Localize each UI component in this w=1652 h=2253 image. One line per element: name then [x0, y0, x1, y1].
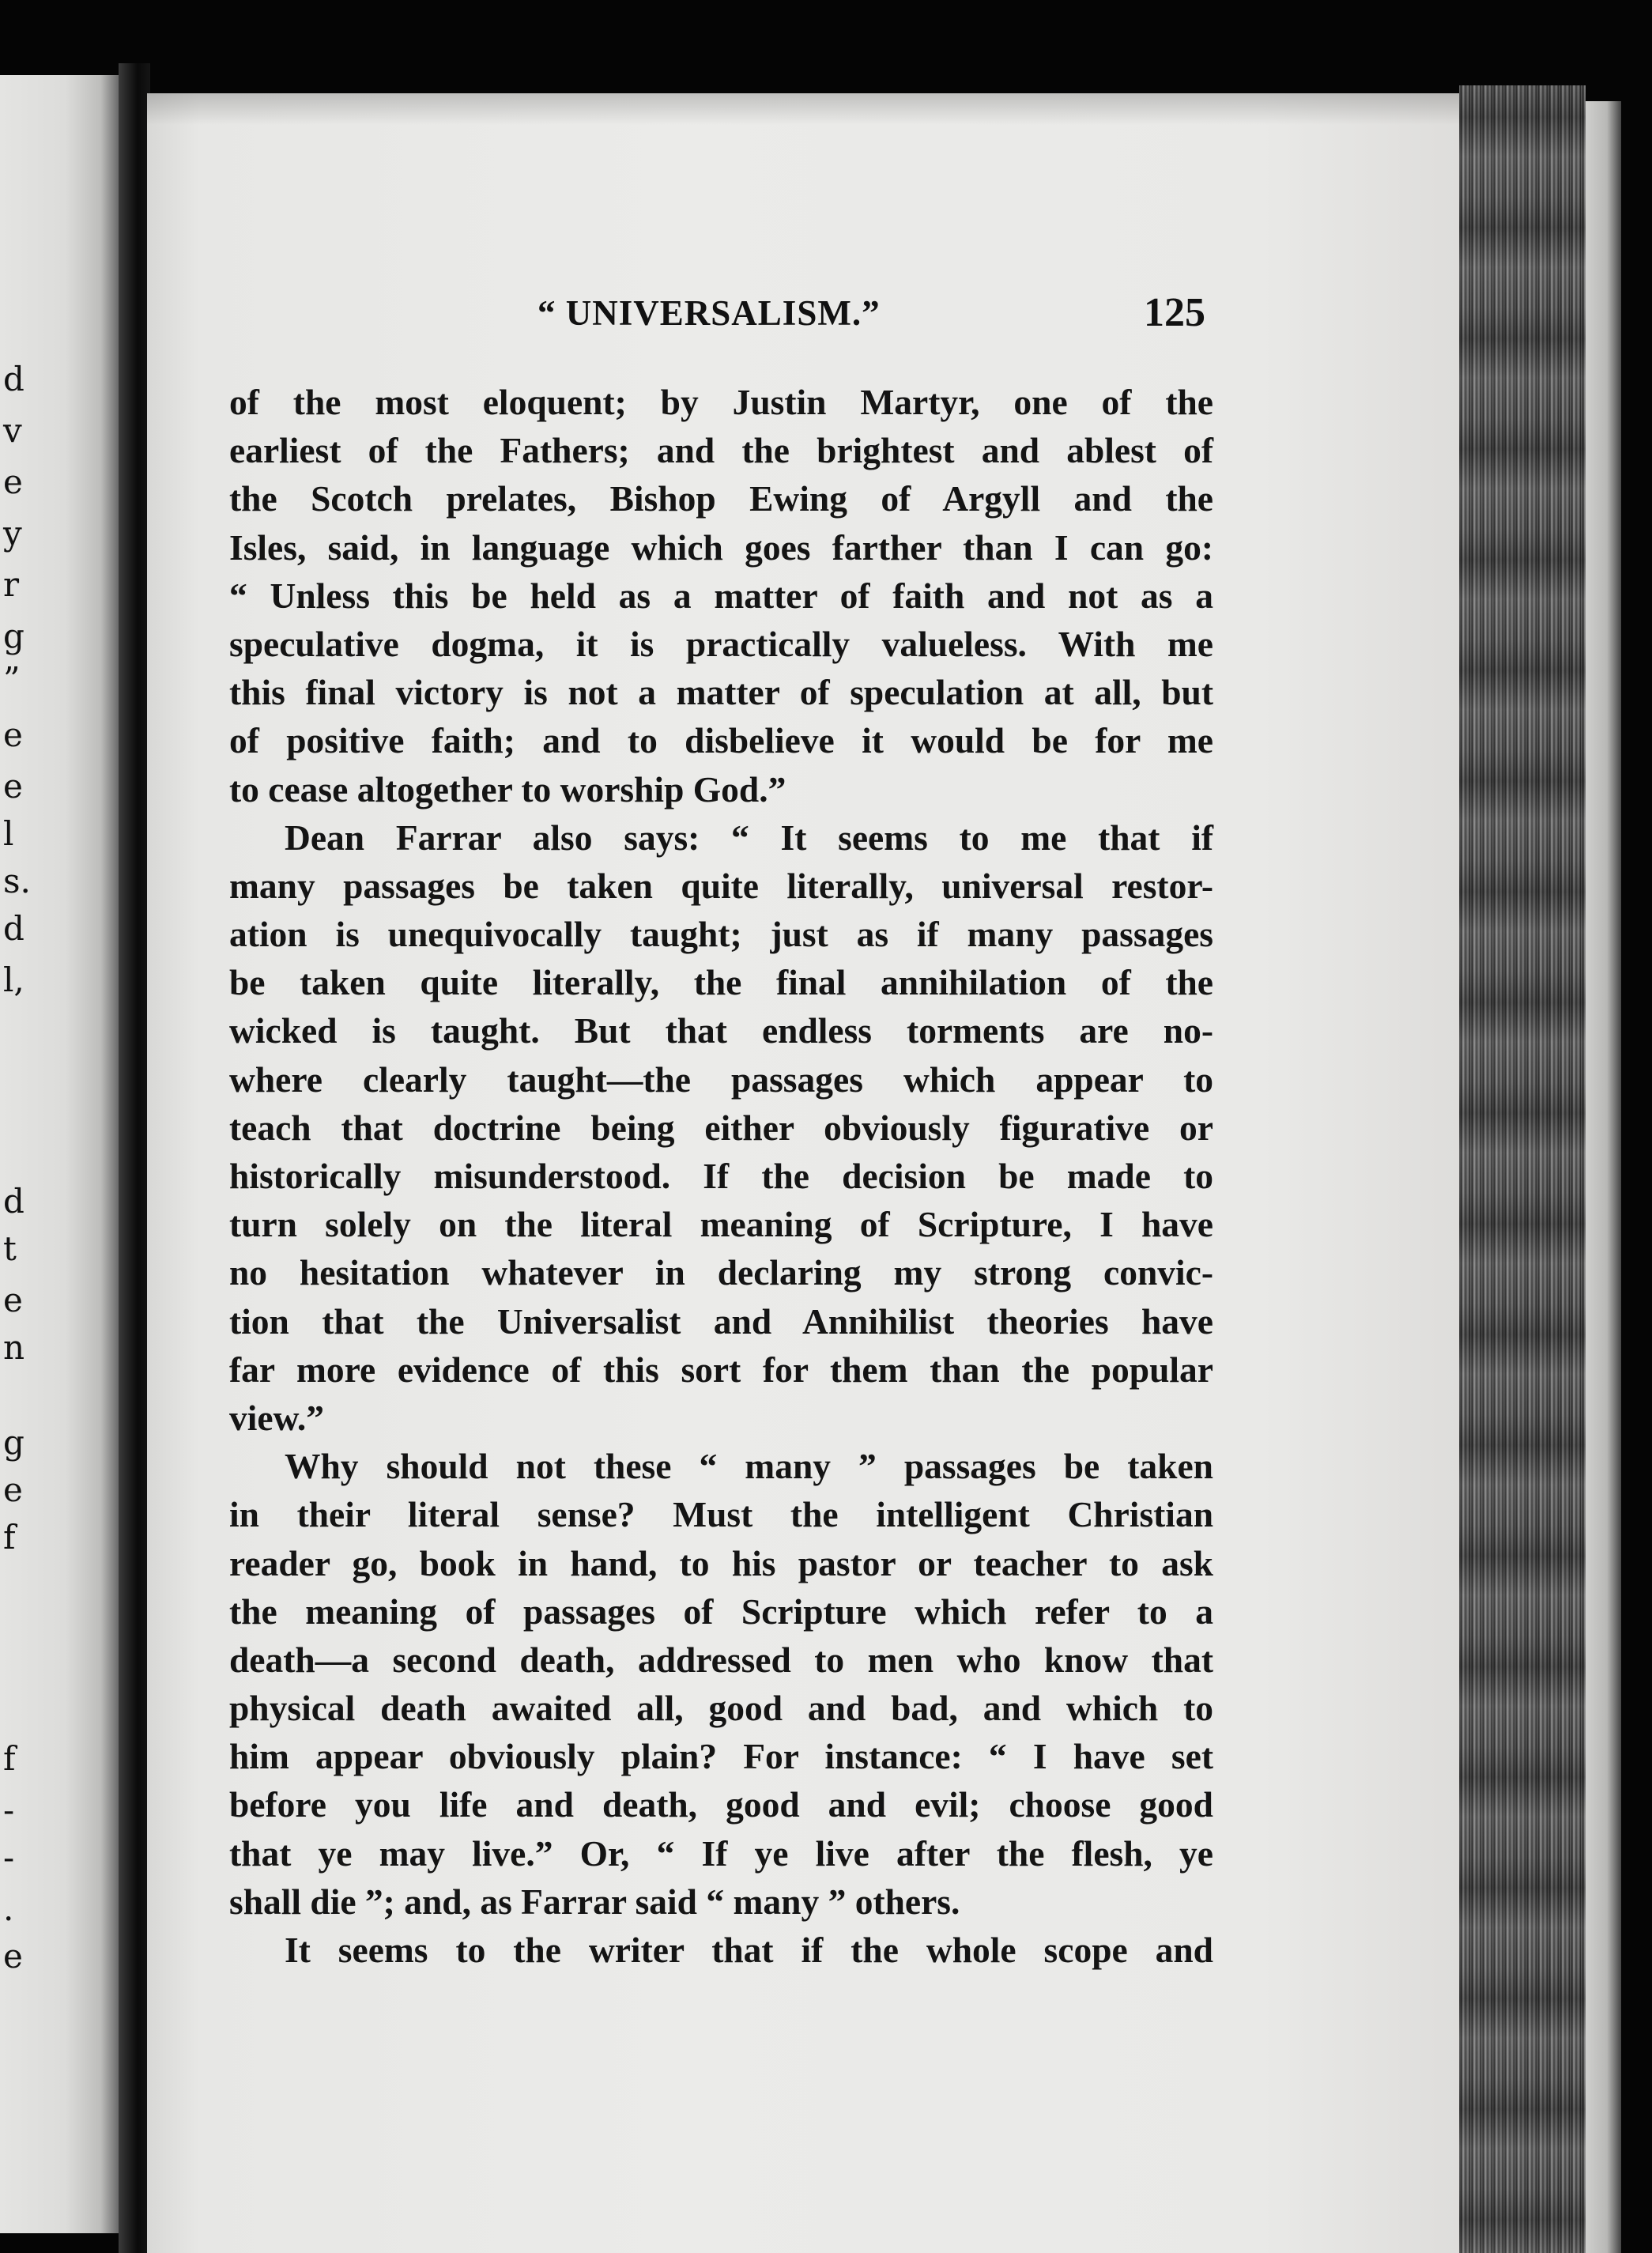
clipped-glyph: v — [3, 411, 22, 450]
running-head-title: “ UNIVERSALISM.” — [537, 293, 881, 333]
text-line: turn solely on the literal meaning of Scripture, I have — [229, 1204, 1213, 1245]
clipped-glyph: e — [3, 462, 23, 501]
book-cover-edge — [1586, 101, 1621, 2253]
page-edge-stack — [1459, 85, 1586, 2253]
text-line: that ye may live.” Or, “ If ye live after the flesh, ye — [229, 1832, 1213, 1874]
text-line: where clearly taught—the passages which appear to — [229, 1059, 1213, 1100]
text-line: far more evidence of this sort for them than the popular — [229, 1349, 1213, 1390]
clipped-glyph: l, — [3, 960, 25, 999]
text-line: of positive faith; and to disbelieve it would be for me — [229, 720, 1213, 761]
clipped-glyph: d — [3, 909, 25, 948]
text-line: many passages be taken quite literally, universal restor- — [229, 865, 1213, 906]
clipped-glyph: f — [3, 1739, 16, 1778]
clipped-glyph: e — [3, 715, 23, 754]
text-line: Why should not these “ many ” passages be taken — [285, 1446, 1213, 1487]
clipped-glyph: n — [3, 1328, 25, 1367]
clipped-glyph: e — [3, 1937, 23, 1976]
running-head — [537, 292, 1205, 348]
clipped-glyph: r — [3, 565, 20, 604]
text-line: “ Unless this be held as a matter of faith and not as a — [229, 575, 1213, 616]
page-top-shadow — [147, 93, 1459, 125]
text-line: to cease altogether to worship God.” — [229, 768, 786, 809]
text-line: teach that doctrine being either obviously figurative or — [229, 1107, 1213, 1148]
paragraph — [229, 1926, 1213, 1974]
text-line: before you life and death, good and evil; choose good — [229, 1784, 1213, 1825]
book-gutter — [119, 63, 150, 2253]
text-line: historically misunderstood. If the decision be made to — [229, 1156, 1213, 1196]
text-line: Dean Farrar also says: “ It seems to me that if — [285, 817, 1213, 858]
text-line: Isles, said, in language which goes farther than I can go: — [229, 526, 1213, 568]
text-line: ation is unequivocally taught; just as if many passages — [229, 914, 1213, 955]
clipped-glyph: - — [3, 1791, 15, 1829]
text-line: reader go, book in hand, to his pastor or teacher to ask — [229, 1542, 1213, 1583]
facing-page-clipped-text — [0, 75, 31, 2233]
text-line: view.” — [229, 1397, 325, 1438]
body-text — [229, 378, 1213, 1974]
text-line: the Scotch prelates, Bishop Ewing of Argyll and the — [229, 478, 1213, 519]
clipped-glyph: y — [3, 514, 22, 553]
text-line: It seems to the writer that if the whole scope and — [285, 1930, 1213, 1970]
text-line: him appear obviously plain? For instance: “ I have set — [229, 1736, 1213, 1777]
paragraph — [229, 1442, 1213, 1926]
clipped-glyph: l — [3, 814, 14, 853]
clipped-glyph: t — [3, 1229, 17, 1268]
text-line: physical death awaited all, good and bad, and which to — [229, 1688, 1213, 1729]
text-line: wicked is taught. But that endless torments are no- — [229, 1010, 1213, 1051]
paragraph — [229, 813, 1213, 1442]
text-line: be taken quite literally, the final annihilation of the — [229, 962, 1213, 1003]
clipped-glyph: d — [3, 360, 25, 398]
paragraph — [229, 378, 1213, 813]
text-line: tion that the Universalist and Annihilist theories have — [229, 1300, 1213, 1342]
clipped-glyph: d — [3, 1182, 25, 1221]
clipped-glyph: . — [3, 1889, 14, 1928]
text-line: earliest of the Fathers; and the brightest and ablest of — [229, 430, 1213, 471]
clipped-glyph: e — [3, 1470, 23, 1509]
clipped-glyph: s. — [3, 862, 31, 900]
text-line: this final victory is not a matter of speculation at all, but — [229, 672, 1213, 713]
text-line: the meaning of passages of Scripture which refer to a — [229, 1591, 1213, 1632]
text-line: death—a second death, addressed to men who know that — [229, 1639, 1213, 1680]
clipped-glyph: ” — [3, 660, 21, 699]
clipped-glyph: f — [3, 1518, 16, 1557]
text-line: in their literal sense? Must the intelligent Christian — [229, 1494, 1213, 1535]
page-number: 125 — [1144, 290, 1205, 335]
clipped-glyph: e — [3, 767, 23, 806]
text-line: no hesitation whatever in declaring my strong convic- — [229, 1252, 1213, 1293]
clipped-glyph: e — [3, 1281, 23, 1319]
facing-page-fragment — [0, 75, 119, 2233]
text-line: of the most eloquent; by Justin Martyr, one of the — [229, 382, 1213, 422]
text-line: speculative dogma, it is practically valueless. With me — [229, 623, 1213, 664]
text-line: shall die ”; and, as Farrar said “ many ” others. — [229, 1881, 960, 1922]
clipped-glyph: g — [3, 617, 25, 655]
clipped-glyph: - — [3, 1838, 15, 1877]
clipped-glyph: g — [3, 1423, 25, 1462]
